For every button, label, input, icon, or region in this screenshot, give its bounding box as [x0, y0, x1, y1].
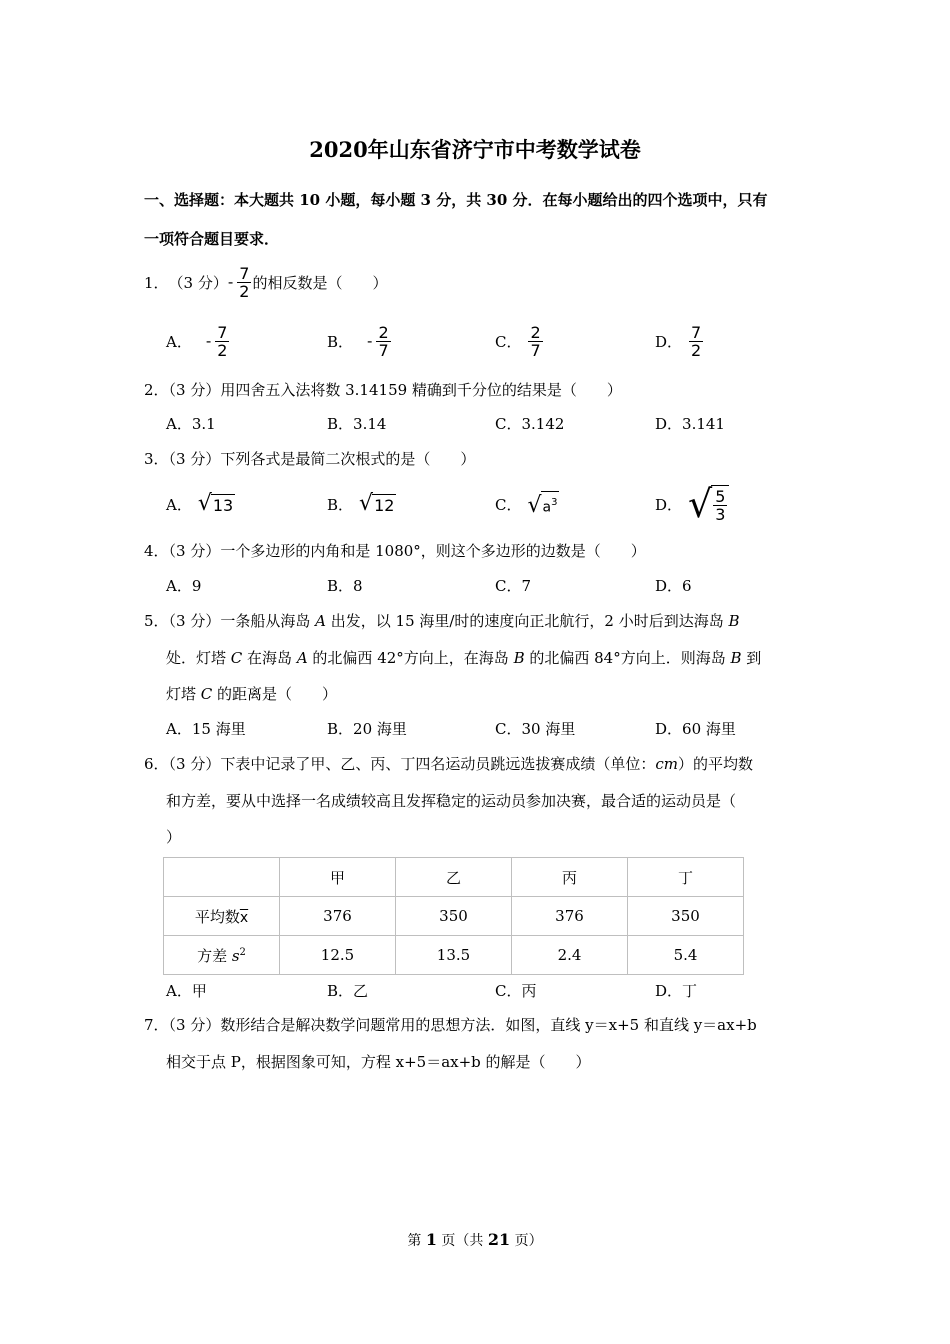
option-a[interactable]: A．甲	[166, 982, 207, 1000]
option-b[interactable]: B． - $\frac{2}{7}$	[327, 322, 389, 360]
table-row: 平均数$\overline{x}$ 376 350 376 350	[164, 897, 744, 936]
option-c[interactable]: C． $\frac{2}{7}$	[495, 322, 541, 360]
question-5-stem-line1: 5．（3 分）一条船从海岛 A 出发，以 15 海里/时的速度向正北航行，2 小时后到达海岛 B	[144, 612, 740, 630]
fraction: $\frac{2}{7}$	[378, 322, 389, 360]
question-5-stem-line2: 处．灯塔 C 在海岛 A 的北偏西 42°方向上，在海岛 B 的北偏西 84°方向上．则海岛 B 到	[166, 649, 762, 667]
fraction: $\frac{7}{2}$	[239, 263, 250, 301]
option-a[interactable]: A． √ 13	[166, 491, 234, 516]
option-c[interactable]: C．7	[495, 577, 532, 595]
option-a[interactable]: A． - $\frac{7}{2}$	[166, 322, 228, 360]
question-6-stem-line2: 和方差，要从中选择一名成绩较高且发挥稳定的运动员参加决赛，最合适的运动员是（	[166, 792, 737, 810]
question-5-stem-line3: 灯塔 C 的距离是（ ）	[166, 685, 338, 703]
option-b[interactable]: B．3.14	[327, 415, 387, 433]
option-d[interactable]: D． $\frac{7}{2}$	[655, 322, 702, 360]
square-root: √ $a^3$	[527, 491, 559, 517]
question-text: 的相反数是（ ）	[252, 273, 388, 292]
option-a[interactable]: A．3.1	[166, 415, 216, 433]
option-b[interactable]: B．8	[327, 577, 363, 595]
option-b[interactable]: B．20 海里	[327, 720, 407, 738]
question-3-stem: 3．（3 分）下列各式是最简二次根式的是（ ）	[144, 450, 476, 468]
page-footer: 第 1 页（共 21 页）	[407, 1230, 543, 1249]
question-1-stem	[144, 262, 387, 302]
square-root: √ 13	[197, 491, 234, 516]
option-a[interactable]: A．9	[166, 577, 202, 595]
option-d[interactable]: D．3.141	[655, 415, 725, 433]
square-root: √ $\frac{5}{3}$	[688, 485, 729, 523]
table-row: 方差 $s^2$ 12.5 13.5 2.4 5.4	[164, 936, 744, 975]
option-a[interactable]: A．15 海里	[166, 720, 246, 738]
option-d[interactable]: D．丁	[655, 982, 698, 1000]
section-heading-line2: 一项符合题目要求．	[144, 230, 280, 248]
page-title: 2020年山东省济宁市中考数学试卷	[309, 137, 641, 162]
option-b[interactable]: B． √ 12	[327, 491, 395, 516]
question-2-stem: 2．（3 分）用四舍五入法将数 3.14159 精确到千分位的结果是（ ）	[144, 381, 622, 399]
question-7-stem-line2: 相交于点 P，根据图象可知，方程 x+5＝ax+b 的解是（ ）	[166, 1053, 591, 1071]
option-c[interactable]: C．3.142	[495, 415, 565, 433]
square-root: √ 12	[359, 491, 395, 516]
question-6-stem-line3: ）	[166, 828, 182, 846]
scores-table	[163, 857, 744, 975]
fraction: $\frac{7}{2}$	[691, 322, 702, 360]
option-c[interactable]: C．30 海里	[495, 720, 576, 738]
option-c[interactable]: C．丙	[495, 982, 537, 1000]
table-header-row: 甲 乙 丙 丁	[164, 858, 744, 897]
option-d[interactable]: D．60 海里	[655, 720, 736, 738]
fraction: $\frac{7}{2}$	[217, 322, 228, 360]
question-number: 1．	[144, 273, 169, 292]
question-6-stem-line1: 6．（3 分）下表中记录了甲、乙、丙、丁四名运动员跳远选拔赛成绩（单位：cm）的平均数	[144, 755, 754, 773]
option-d[interactable]: D．6	[655, 577, 692, 595]
option-c[interactable]: C． √ $a^3$	[495, 488, 559, 520]
row-label-mean: 平均数$\overline{x}$	[164, 897, 280, 936]
option-d[interactable]: D． √ $\frac{5}{3}$	[655, 480, 729, 528]
question-4-stem: 4．（3 分）一个多边形的内角和是 1080°，则这个多边形的边数是（ ）	[144, 542, 646, 560]
minus-sign: -	[227, 273, 234, 291]
option-b[interactable]: B．乙	[327, 982, 369, 1000]
question-score: （3 分）	[168, 273, 228, 292]
question-7-stem-line1: 7．（3 分）数形结合是解决数学问题常用的思想方法．如图，直线 y＝x+5 和直线 y＝ax+b	[144, 1016, 757, 1034]
fraction: $\frac{2}{7}$	[530, 322, 541, 360]
section-heading-line1: 一、选择题：本大题共 10 小题，每小题 3 分，共 30 分．在每小题给出的四个选项中，只有	[144, 191, 768, 209]
row-label-variance: 方差 $s^2$	[164, 936, 280, 975]
